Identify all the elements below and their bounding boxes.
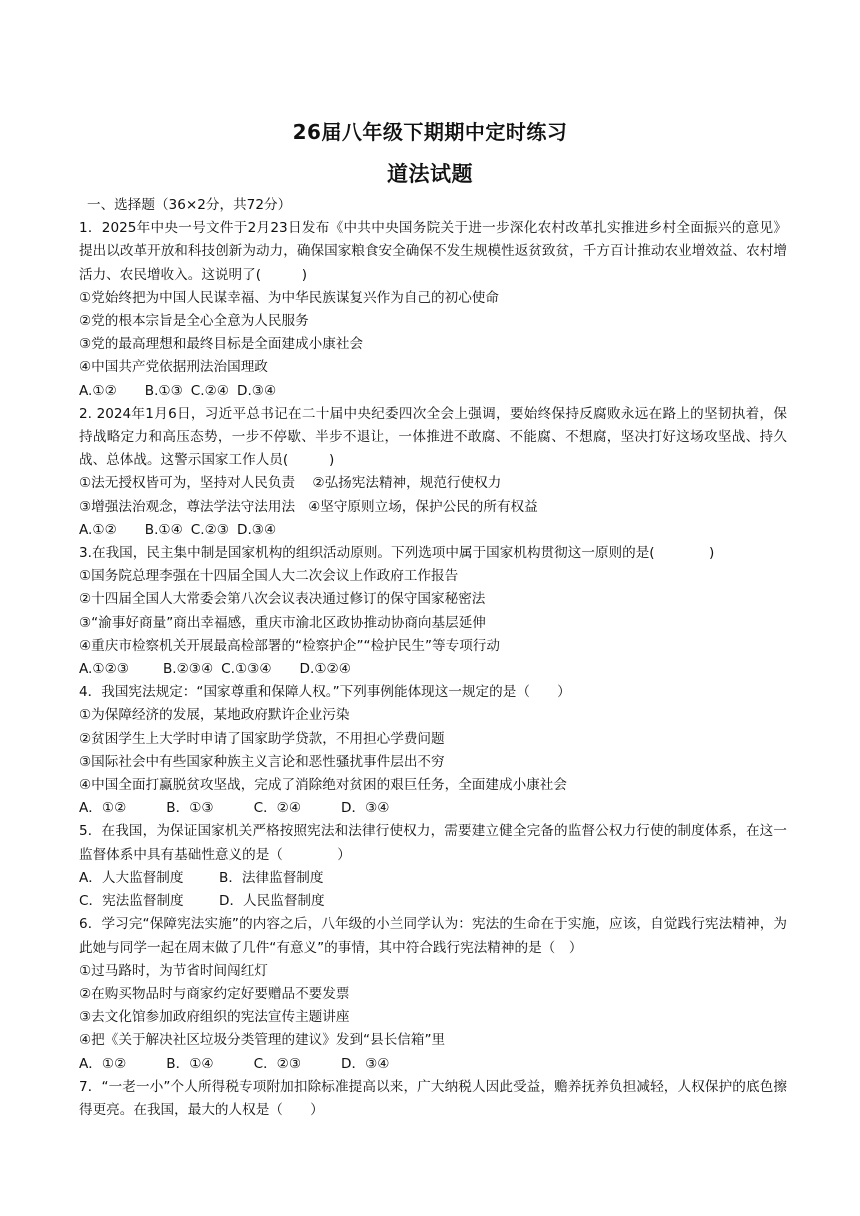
question-6-item: ③去文化馆参加政府组织的宪法宣传主题讲座 xyxy=(79,1009,350,1026)
option-b: B.②③④ xyxy=(162,661,214,678)
question-4-stem: 4．我国宪法规定：“国家尊重和保障人权。”下列事例能体现这一规定的是（ ） xyxy=(79,684,571,701)
option-c: C．②④ xyxy=(253,800,302,817)
question-4-options xyxy=(79,797,787,820)
option-d: D．③④ xyxy=(341,1055,390,1072)
question-1-item: ③党的最高理想和最终目标是全面建成小康社会 xyxy=(79,336,364,353)
section-heading: 一、选择题（36×2分，共72分） xyxy=(87,197,292,213)
question-7-stem: 7．“一老一小”个人所得税专项附加扣除标准提高以来，广大纳税人因此受益，赡养抚养负担减轻，人权保护的底色擦得更亮。在我国，最大的人权是（ ） xyxy=(79,1078,787,1118)
option-b: B．①③ xyxy=(166,800,214,817)
question-2-item: ①法无授权皆可为，坚持对人民负责 xyxy=(79,475,296,492)
question-1-stem: 1．2025年中央一号文件于2月23日发布《中共中央国务院关于进一步深化农村改革扎实推进乡村全面振兴的意见》提出以改革开放和科技创新为动力，确保国家粮食安全确保不发生规模性返贫致贫，千方百计推动农业增效益、农村增活力、农民增收入。这说明了( ) xyxy=(79,220,787,283)
question-5-options-row xyxy=(79,890,787,913)
question-3-options xyxy=(79,658,787,681)
option-a: A．①② xyxy=(79,1055,127,1072)
question-6-item: ①过马路时，为节省时间闯红灯 xyxy=(79,962,268,979)
question-5-options-row xyxy=(79,867,787,890)
exam-subtitle: 道法试题 xyxy=(387,162,473,186)
question-2-items-row xyxy=(79,472,787,495)
option-c: C．②③ xyxy=(253,1055,302,1072)
option-d: D．人民监督制度 xyxy=(219,893,325,910)
question-6-stem: 6．学习完“保障宪法实施”的内容之后，八年级的小兰同学认为：宪法的生命在于实施，应该，自觉践行宪法精神，为此她与同学一起在周末做了几件“有意义”的事情，其中符合践行宪法精神的是（ ） xyxy=(79,916,787,956)
question-2-stem: 2. 2024年1月6日，习近平总书记在二十届中央纪委四次全会上强调，要始终保持反腐败永远在路上的坚韧执着，保持战略定力和高压态势，一步不停歇、半步不退让，一体推进不敢腐、不能腐、不想腐，坚决打好这场攻坚战、持久战、总体战。这警示国家工作人员( ) xyxy=(79,405,787,469)
question-4-item: ②贫困学生上大学时申请了国家助学贷款，不用担心学费问题 xyxy=(79,730,445,747)
option-c: C.②④ xyxy=(190,382,229,399)
option-b: B.①④ xyxy=(144,521,183,538)
option-d: D.①②④ xyxy=(299,661,351,678)
option-c: C.①③④ xyxy=(221,661,272,678)
question-3-item: ①国务院总理李强在十四届全国人大二次会议上作政府工作报告 xyxy=(79,568,459,585)
question-1-item: ①党始终把为中国人民谋幸福、为中华民族谋复兴作为自己的初心使命 xyxy=(79,289,499,306)
option-c: C．宪法监督制度 xyxy=(79,893,184,910)
option-a: A．人大监督制度 xyxy=(79,869,184,886)
exam-title: 26届八年级下期期中定时练习 xyxy=(292,120,568,144)
question-3-stem: 3.在我国，民主集中制是国家机构的组织活动原则。下列选项中属于国家机构贯彻这一原则的是( ) xyxy=(79,545,715,562)
question-3-item: ②十四届全国人大常委会第八次会议表决通过修订的保守国家秘密法 xyxy=(79,591,486,608)
question-6-item: ④把《关于解决社区垃圾分类管理的建议》发到“县长信箱”里 xyxy=(79,1032,446,1049)
option-b: B.①③ xyxy=(144,382,183,399)
option-a: A．①② xyxy=(79,800,127,817)
option-d: D.③④ xyxy=(236,521,277,538)
question-6-options xyxy=(79,1053,787,1076)
question-1-options xyxy=(79,380,787,403)
question-3-item: ④重庆市检察机关开展最高检部署的“检察护企”“检护民生”等专项行动 xyxy=(79,637,500,654)
option-d: D．③④ xyxy=(341,800,390,817)
question-2-options xyxy=(79,519,787,542)
question-4-item: ③国际社会中有些国家种族主义言论和恶性骚扰事件层出不穷 xyxy=(79,753,445,770)
option-a: A.①② xyxy=(79,382,117,399)
question-6-item: ②在购买物品时与商家约定好要赠品不要发票 xyxy=(79,985,350,1002)
question-2-item: ②弘扬宪法精神，规范行使权力 xyxy=(312,475,502,492)
question-3-item: ③“渝事好商量”商出幸福感，重庆市渝北区政协推动协商向基层延伸 xyxy=(79,614,486,631)
question-2-items-row xyxy=(79,496,787,519)
option-a: A.①② xyxy=(79,521,117,538)
option-d: D.③④ xyxy=(236,382,277,399)
option-a: A.①②③ xyxy=(79,661,129,678)
option-b: B．法律监督制度 xyxy=(219,869,324,886)
option-b: B．①④ xyxy=(166,1055,214,1072)
question-2-item: ④坚守原则立场，保护公民的所有权益 xyxy=(308,498,538,515)
question-2-item: ③增强法治观念，尊法学法守法用法 xyxy=(79,498,296,515)
question-5-stem: 5．在我国，为保证国家机关严格按照宪法和法律行使权力，需要建立健全完备的监督公权力行使的制度体系，在这一监督体系中具有基础性意义的是（ ） xyxy=(79,823,787,863)
option-c: C.②③ xyxy=(190,521,229,538)
question-4-item: ④中国全面打赢脱贫攻坚战，完成了消除绝对贫困的艰巨任务，全面建成小康社会 xyxy=(79,777,567,794)
exam-content xyxy=(79,194,787,1122)
question-1-item: ②党的根本宗旨是全心全意为人民服务 xyxy=(79,313,309,330)
question-4-item: ①为保障经济的发展，某地政府默许企业污染 xyxy=(79,707,350,724)
question-1-item: ④中国共产党依据刑法治国理政 xyxy=(79,359,268,376)
